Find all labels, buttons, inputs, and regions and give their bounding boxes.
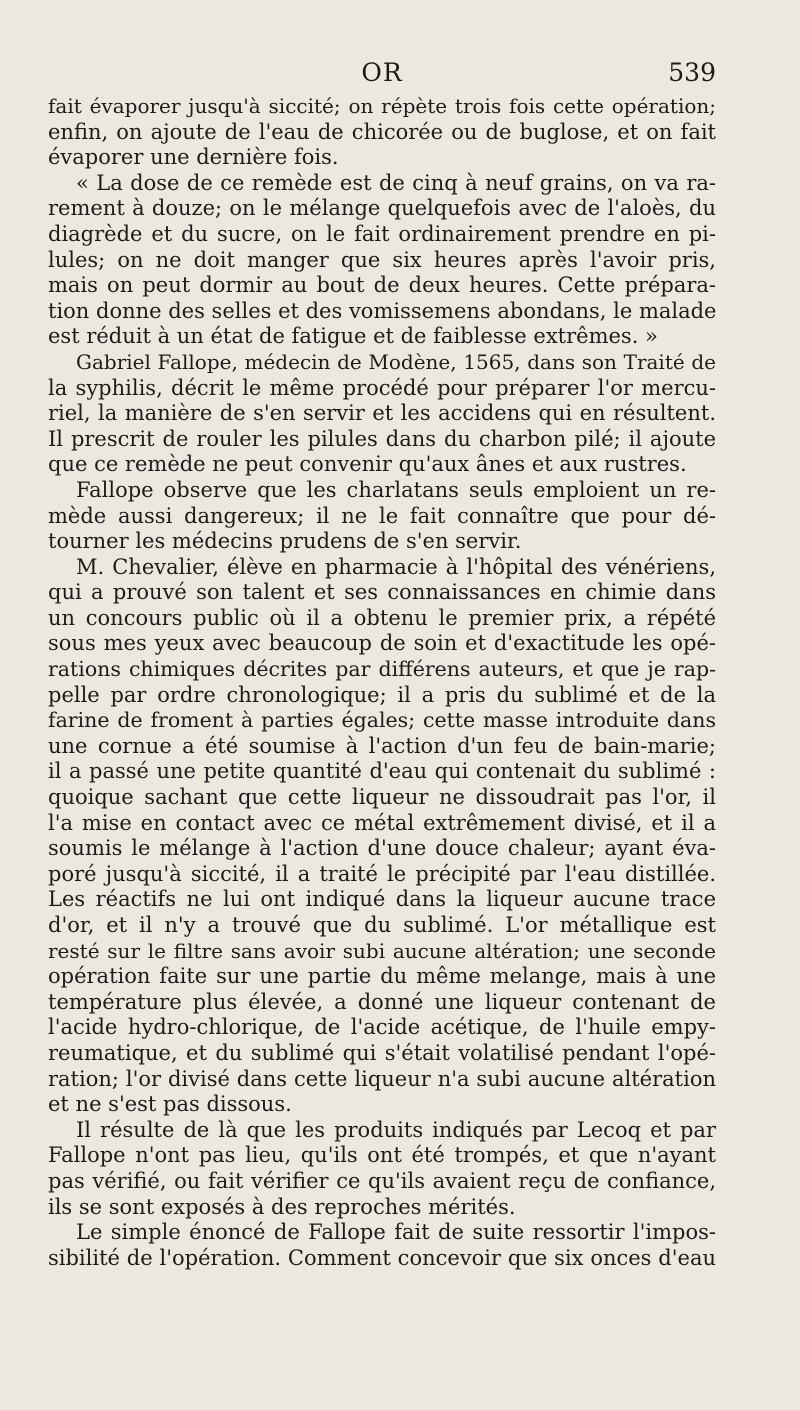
page-header — [48, 58, 716, 94]
text-line: tion donne des selles et des vomissemens abondans, le malade — [48, 298, 717, 323]
text-line: lules; on ne doit manger que six heures après l'avoir pris, — [48, 247, 716, 272]
text-line: qui a prouvé son talent et ses connaissances en chimie dans — [48, 580, 716, 605]
running-title: OR — [361, 58, 403, 87]
text-line: et ne s'est pas dissous. — [48, 1092, 292, 1117]
page-number: 539 — [668, 58, 716, 87]
text-line: reumatique, et du sublimé qui s'était volatilisé pendant l'opé- — [48, 1040, 716, 1065]
text-line: mède aussi dangereux; il ne le fait connaître que pour dé- — [48, 503, 716, 528]
text-line: évaporer une dernière fois. — [48, 145, 339, 170]
text-line: la syphilis, décrit le même procédé pour préparer l'or mercu- — [48, 375, 716, 400]
text-line: quoique sachant que cette liqueur ne dissoudrait pas l'or, il — [48, 785, 716, 810]
text-line: opération faite sur une partie du même melange, mais à une — [48, 964, 716, 989]
text-line: diagrède et du sucre, on le fait ordinairement prendre en pi- — [48, 221, 716, 246]
text-line: Il résulte de là que les produits indiqués par Lecoq et par — [76, 1117, 716, 1142]
text-line: fait évaporer jusqu'à siccité; on répète trois fois cette opération; — [48, 94, 716, 118]
text-line: sous mes yeux avec beaucoup de soin et d'exactitude les opé- — [48, 631, 716, 656]
text-line: pelle par ordre chronologique; il a pris du sublimé et de la — [48, 682, 716, 707]
text-line: température plus élevée, a donné une liqueur contenant de — [48, 989, 716, 1014]
text-line: Gabriel Fallope, médecin de Modène, 1565, dans son Traité de — [76, 349, 716, 374]
text-line: ils se sont exposés à des reproches mérités. — [48, 1194, 516, 1219]
text-line: l'acide hydro-chlorique, de l'acide acétique, de l'huile empy- — [48, 1015, 716, 1040]
text-line: « La dose de ce remède est de cinq à neuf grains, on va ra- — [76, 170, 716, 195]
text-line: d'or, et il n'y a trouvé que du sublimé. L'or métallique est — [48, 913, 716, 937]
text-line: pas vérifié, ou fait vérifier ce qu'ils avaient reçu de confiance, — [48, 1168, 716, 1193]
text-line: sibilité de l'opération. Comment concevoir que six onces d'eau — [48, 1245, 716, 1270]
text-line: est réduit à un état de fatigue et de faiblesse extrêmes. » — [48, 324, 658, 349]
text-line: un concours public où il a obtenu le premier prix, a répété — [48, 605, 716, 630]
text-line: resté sur le filtre sans avoir subi aucune altération; une seconde — [48, 938, 716, 963]
text-line: ration; l'or divisé dans cette liqueur n'a subi aucune altération — [48, 1066, 716, 1091]
body-text — [48, 94, 716, 1271]
text-line: l'a mise en contact avec ce métal extrêmement divisé, et il a — [48, 810, 716, 835]
text-line: riel, la manière de s'en servir et les accidens qui en résultent. — [48, 401, 716, 426]
text-line: rations chimiques décrites par différens auteurs, et que je rap- — [48, 657, 716, 682]
text-line: mais on peut dormir au bout de deux heures. Cette prépara- — [48, 273, 716, 298]
text-line: Fallope n'ont pas lieu, qu'ils ont été trompés, et que n'ayant — [48, 1143, 716, 1168]
text-line: Fallope observe que les charlatans seuls emploient un re- — [76, 477, 716, 502]
text-line: soumis le mélange à l'action d'une douce chaleur; ayant éva- — [48, 836, 716, 861]
text-line: enfin, on ajoute de l'eau de chicorée ou de buglose, et on fait — [48, 119, 716, 144]
text-line: Le simple énoncé de Fallope fait de suite ressortir l'impos- — [76, 1220, 716, 1245]
text-line: M. Chevalier, élève en pharmacie à l'hôpital des vénériens, — [76, 554, 716, 579]
text-line: farine de froment à parties égales; cette masse introduite dans — [48, 708, 716, 733]
text-line: Les réactifs ne lui ont indiqué dans la liqueur aucune trace — [48, 887, 716, 912]
text-line: rement à douze; on le mélange quelquefois avec de l'aloès, du — [48, 196, 716, 221]
text-line: une cornue a été soumise à l'action d'un feu de bain-marie; — [48, 733, 716, 758]
text-line: il a passé une petite quantité d'eau qui contenait du sublimé : — [48, 759, 716, 784]
text-line: Il prescrit de rouler les pilules dans du charbon pilé; il ajoute — [48, 426, 716, 451]
text-line: que ce remède ne peut convenir qu'aux ânes et aux rustres. — [48, 452, 687, 477]
text-line: poré jusqu'à siccité, il a traité le précipité par l'eau distillée. — [48, 861, 716, 886]
text-line: tourner les médecins prudens de s'en servir. — [48, 529, 522, 554]
